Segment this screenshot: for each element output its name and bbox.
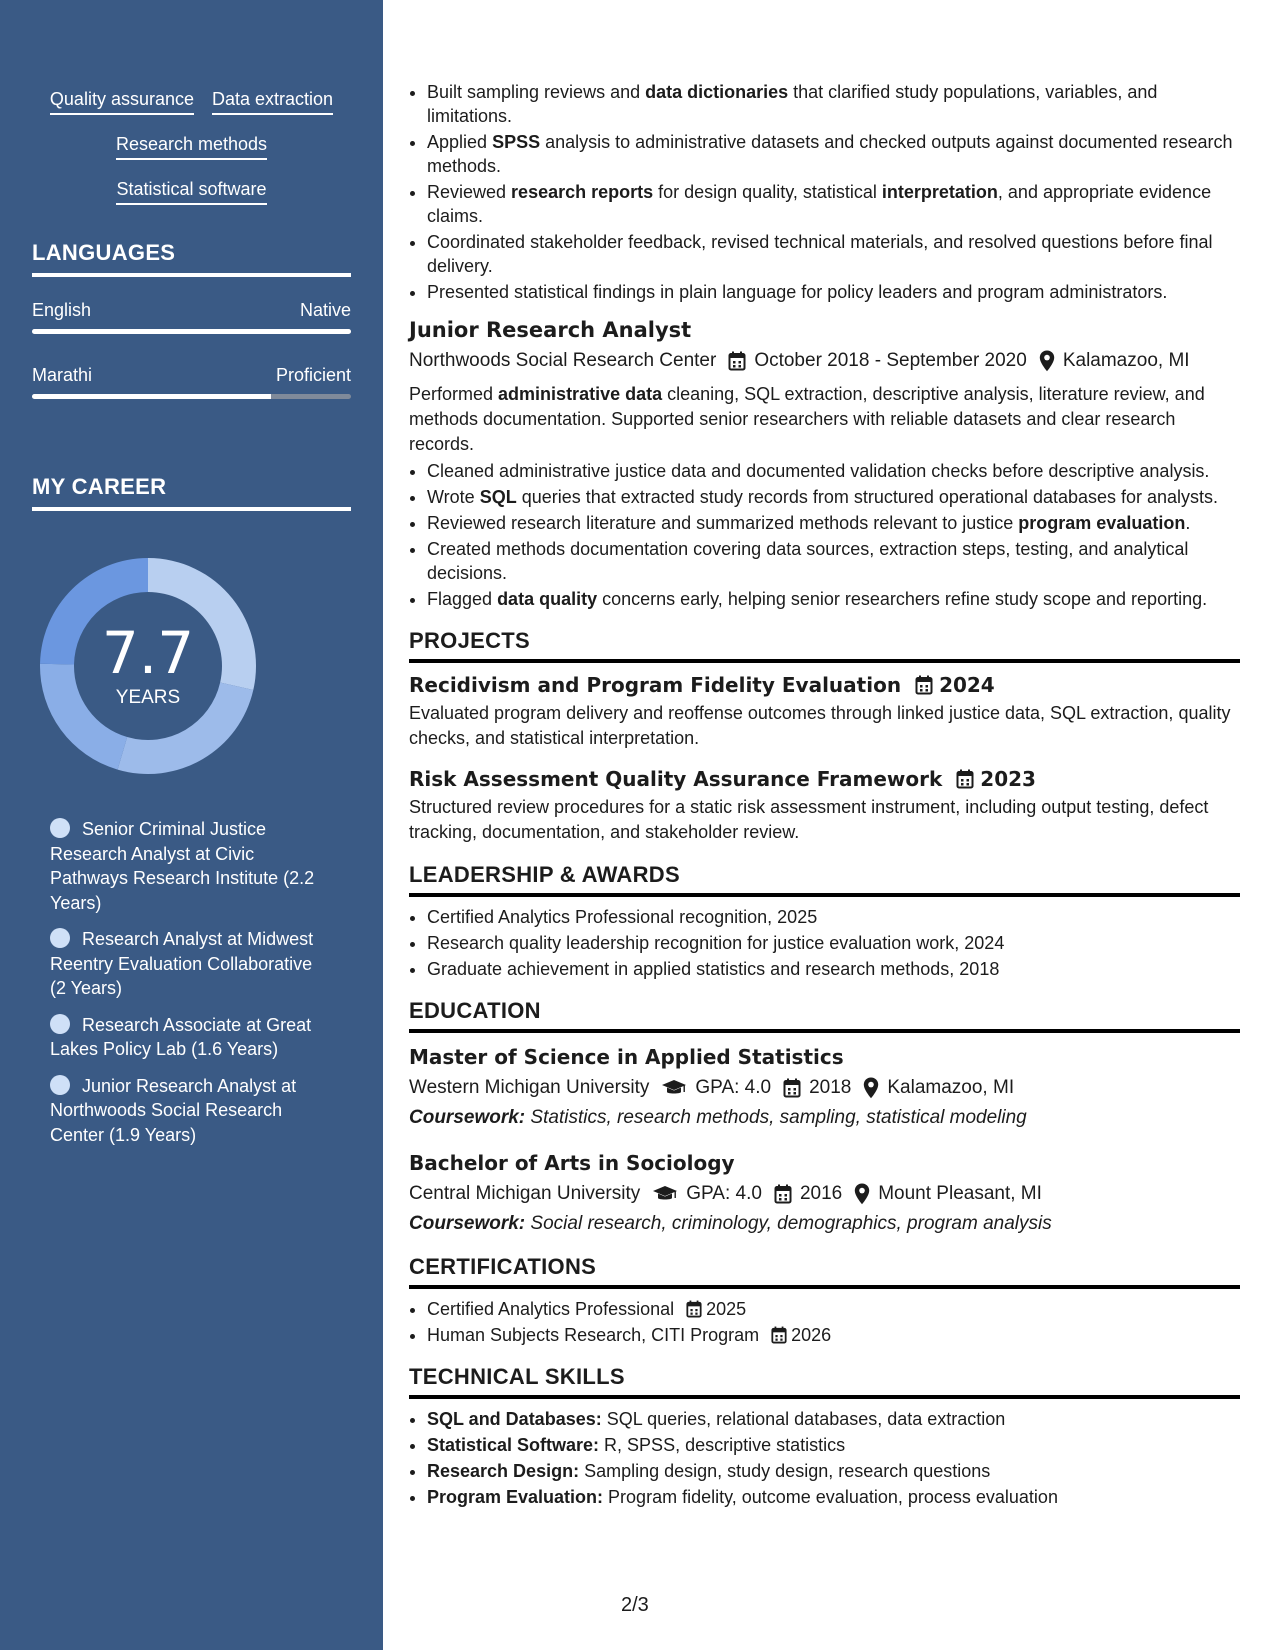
- list-item: [427, 1297, 1240, 1321]
- skill-value: R, SPSS, descriptive statistics: [599, 1435, 846, 1455]
- skill-label: Statistical Software:: [427, 1435, 600, 1455]
- page-number: 2/3: [621, 1594, 649, 1616]
- career-unit: YEARS: [115, 687, 181, 708]
- language-level: Native: [299, 300, 351, 320]
- language-name: Marathi: [32, 365, 93, 385]
- language-name: English: [32, 300, 92, 320]
- career-dot: [50, 1075, 70, 1095]
- list-item: [427, 1459, 1240, 1483]
- education-meta: [409, 1075, 1240, 1101]
- leadership-list: [409, 905, 1240, 981]
- previous-job-bullets: [409, 80, 1240, 304]
- language-item: [32, 364, 351, 399]
- career-list: [50, 817, 333, 1147]
- job-meta: [409, 348, 1240, 374]
- skill-row: [0, 178, 383, 205]
- certification-name: • Human Subjects Research, CITI Program: [427, 1325, 760, 1345]
- certification-item: [427, 1323, 831, 1347]
- project-year: 2024: [939, 673, 995, 697]
- gpa: GPA: 4.0: [695, 1077, 772, 1098]
- language-item: [32, 299, 351, 334]
- career-item: [50, 1074, 333, 1148]
- location-pin-icon: [863, 1077, 879, 1099]
- sidebar: [0, 0, 383, 1650]
- certifications-list: [409, 1297, 1240, 1347]
- skill-label: SQL and Databases:: [427, 1409, 602, 1429]
- list-item: • Cleaned administrative justice data and documented validation checks before descriptive analysis.: [427, 459, 1240, 483]
- project-description: Evaluated program delivery and reoffense outcomes through linked justice data, SQL extraction, quality checks, and statistical interpretation.: [409, 703, 1231, 748]
- career-donut: [33, 551, 263, 781]
- career-item: [50, 817, 333, 915]
- coursework-value: Social research, criminology, demographics, program analysis: [525, 1213, 1052, 1234]
- career-item-text: Research Analyst at Midwest Reentry Evaluation Collaborative (2 Years): [50, 929, 314, 998]
- language-bar-fill: [32, 394, 271, 399]
- list-item: • Flagged data quality concerns early, helping senior researchers refine study scope and reporting.: [427, 587, 1240, 611]
- location-pin-icon: [854, 1183, 870, 1205]
- career-item-text: Research Associate at Great Lakes Policy Lab (1.6 Years): [50, 1014, 312, 1059]
- job-location: Kalamazoo, MI: [1062, 350, 1190, 371]
- list-item: • Presented statistical findings in plain language for policy leaders and program administrators.: [427, 280, 1240, 304]
- career-heading: MY CAREER: [32, 473, 351, 511]
- list-item: • Built sampling reviews and data dictionaries that clarified study populations, variables, and limitations.: [427, 80, 1240, 128]
- list-item: • Graduate achievement in applied statistics and research methods, 2018: [427, 957, 1240, 981]
- list-item: • Coordinated stakeholder feedback, revised technical materials, and resolved questions before final delivery.: [427, 230, 1240, 278]
- gpa: GPA: 4.0: [686, 1183, 762, 1204]
- education-meta: [409, 1181, 1240, 1207]
- job-summary: Performed administrative data cleaning, SQL extraction, descriptive analysis, literature review, and methods documentation. Supported senior researchers with reliable datasets and clear research records.: [409, 384, 1205, 454]
- career-item: [50, 1013, 333, 1062]
- list-item: [427, 1407, 1240, 1431]
- project-name: Recidivism and Program Fidelity Evaluation: [409, 673, 902, 697]
- career-item-text: Senior Criminal Justice Research Analyst at Civic Pathways Research Institute (2.2 Years): [50, 819, 315, 913]
- project-description: Structured review procedures for a static risk assessment instrument, including output testing, defect tracking, documentation, and stakeholder review.: [409, 797, 1209, 842]
- school-name: Western Michigan University: [409, 1077, 650, 1098]
- career-dot: [50, 928, 70, 948]
- calendar-icon: [783, 1078, 801, 1098]
- career-total-years: 7.7: [101, 619, 195, 687]
- calendar-icon: [774, 1184, 792, 1204]
- skill-label: Research Design:: [427, 1461, 580, 1481]
- skill-value: Program fidelity, outcome evaluation, process evaluation: [603, 1487, 1058, 1507]
- graduation-year: 2018: [809, 1077, 852, 1098]
- job-bullets: [409, 459, 1240, 611]
- languages-section: [32, 239, 351, 399]
- main-content: [409, 80, 1240, 1511]
- education-heading: EDUCATION: [409, 997, 1240, 1033]
- job-dates: October 2018 - September 2020: [754, 350, 1027, 371]
- location-pin-icon: [1039, 350, 1055, 372]
- technical-skills-list: [409, 1407, 1240, 1509]
- coursework-label: Coursework:: [409, 1213, 526, 1234]
- certification-item: [427, 1297, 746, 1321]
- skill-row: [0, 133, 383, 160]
- calendar-icon: [728, 351, 746, 371]
- certification-name: • Certified Analytics Professional: [427, 1299, 675, 1319]
- list-item: • Wrote SQL queries that extracted study records from structured operational databases for analysts.: [427, 485, 1240, 509]
- language-level: Proficient: [275, 365, 351, 385]
- languages-heading: LANGUAGES: [32, 239, 351, 277]
- skills-tags: [0, 0, 383, 205]
- project-year: 2023: [980, 767, 1036, 791]
- job-title: Junior Research Analyst: [409, 318, 692, 342]
- degree-title: Master of Science in Applied Statistics: [409, 1045, 844, 1069]
- skill-tag: Quality assurance: [50, 88, 194, 115]
- skill-label: Program Evaluation:: [427, 1487, 604, 1507]
- skill-value: SQL queries, relational databases, data extraction: [601, 1409, 1006, 1429]
- calendar-icon: [686, 1300, 702, 1318]
- list-item: [427, 1433, 1240, 1457]
- skill-tag: Data extraction: [212, 88, 333, 115]
- certification-year: 2025: [706, 1299, 747, 1319]
- education-list: [409, 1043, 1240, 1237]
- list-item: • Research quality leadership recognition for justice evaluation work, 2024: [427, 931, 1240, 955]
- skill-value: Sampling design, study design, research questions: [579, 1461, 991, 1481]
- skill-tag: Statistical software: [116, 178, 266, 205]
- list-item: • Reviewed research reports for design quality, statistical interpretation, and appropriate evidence claims.: [427, 180, 1240, 228]
- list-item: • Applied SPSS analysis to administrative datasets and checked outputs against documented research methods.: [427, 130, 1240, 178]
- degree-title: Bachelor of Arts in Sociology: [409, 1151, 735, 1175]
- project-title: [409, 671, 1240, 699]
- list-item: [427, 1323, 1240, 1347]
- certification-year: 2026: [791, 1325, 832, 1345]
- list-item: • Reviewed research literature and summarized methods relevant to justice program evaluation.: [427, 511, 1240, 535]
- project-name: Risk Assessment Quality Assurance Framework: [409, 767, 943, 791]
- calendar-icon: [771, 1326, 787, 1344]
- skill-row: [0, 88, 383, 115]
- language-bar-fill: [32, 329, 351, 334]
- projects-heading: PROJECTS: [409, 627, 1240, 663]
- career-section: [32, 473, 351, 511]
- education-location: Mount Pleasant, MI: [878, 1183, 1042, 1204]
- skill-tag: Research methods: [116, 133, 267, 160]
- coursework: [409, 1105, 1240, 1131]
- graduation-cap-icon: [652, 1184, 678, 1204]
- coursework: [409, 1211, 1240, 1237]
- career-item-text: Junior Research Analyst at Northwoods Social Research Center (1.9 Years): [50, 1075, 297, 1145]
- language-bar: [32, 329, 351, 334]
- career-item: [50, 927, 333, 1001]
- calendar-icon: [915, 675, 933, 695]
- list-item: • Certified Analytics Professional recognition, 2025: [427, 905, 1240, 929]
- projects-list: [409, 671, 1240, 845]
- graduation-year: 2016: [799, 1183, 843, 1204]
- career-dot: [50, 1014, 70, 1034]
- school-name: Central Michigan University: [409, 1183, 641, 1204]
- list-item: [427, 1485, 1240, 1509]
- coursework-value: Statistics, research methods, sampling, statistical modeling: [525, 1107, 1027, 1128]
- language-bar: [32, 394, 351, 399]
- job-company: Northwoods Social Research Center: [409, 350, 717, 371]
- technical-skills-heading: TECHNICAL SKILLS: [409, 1363, 1240, 1399]
- project-title: [409, 765, 1240, 793]
- certifications-heading: CERTIFICATIONS: [409, 1253, 1240, 1289]
- calendar-icon: [956, 769, 974, 789]
- coursework-label: Coursework:: [409, 1107, 526, 1128]
- education-location: Kalamazoo, MI: [887, 1077, 1015, 1098]
- list-item: • Created methods documentation covering data sources, extraction steps, testing, and analytical decisions.: [427, 537, 1240, 585]
- leadership-heading: LEADERSHIP & AWARDS: [409, 861, 1240, 897]
- graduation-cap-icon: [661, 1078, 687, 1098]
- career-dot: [50, 818, 70, 838]
